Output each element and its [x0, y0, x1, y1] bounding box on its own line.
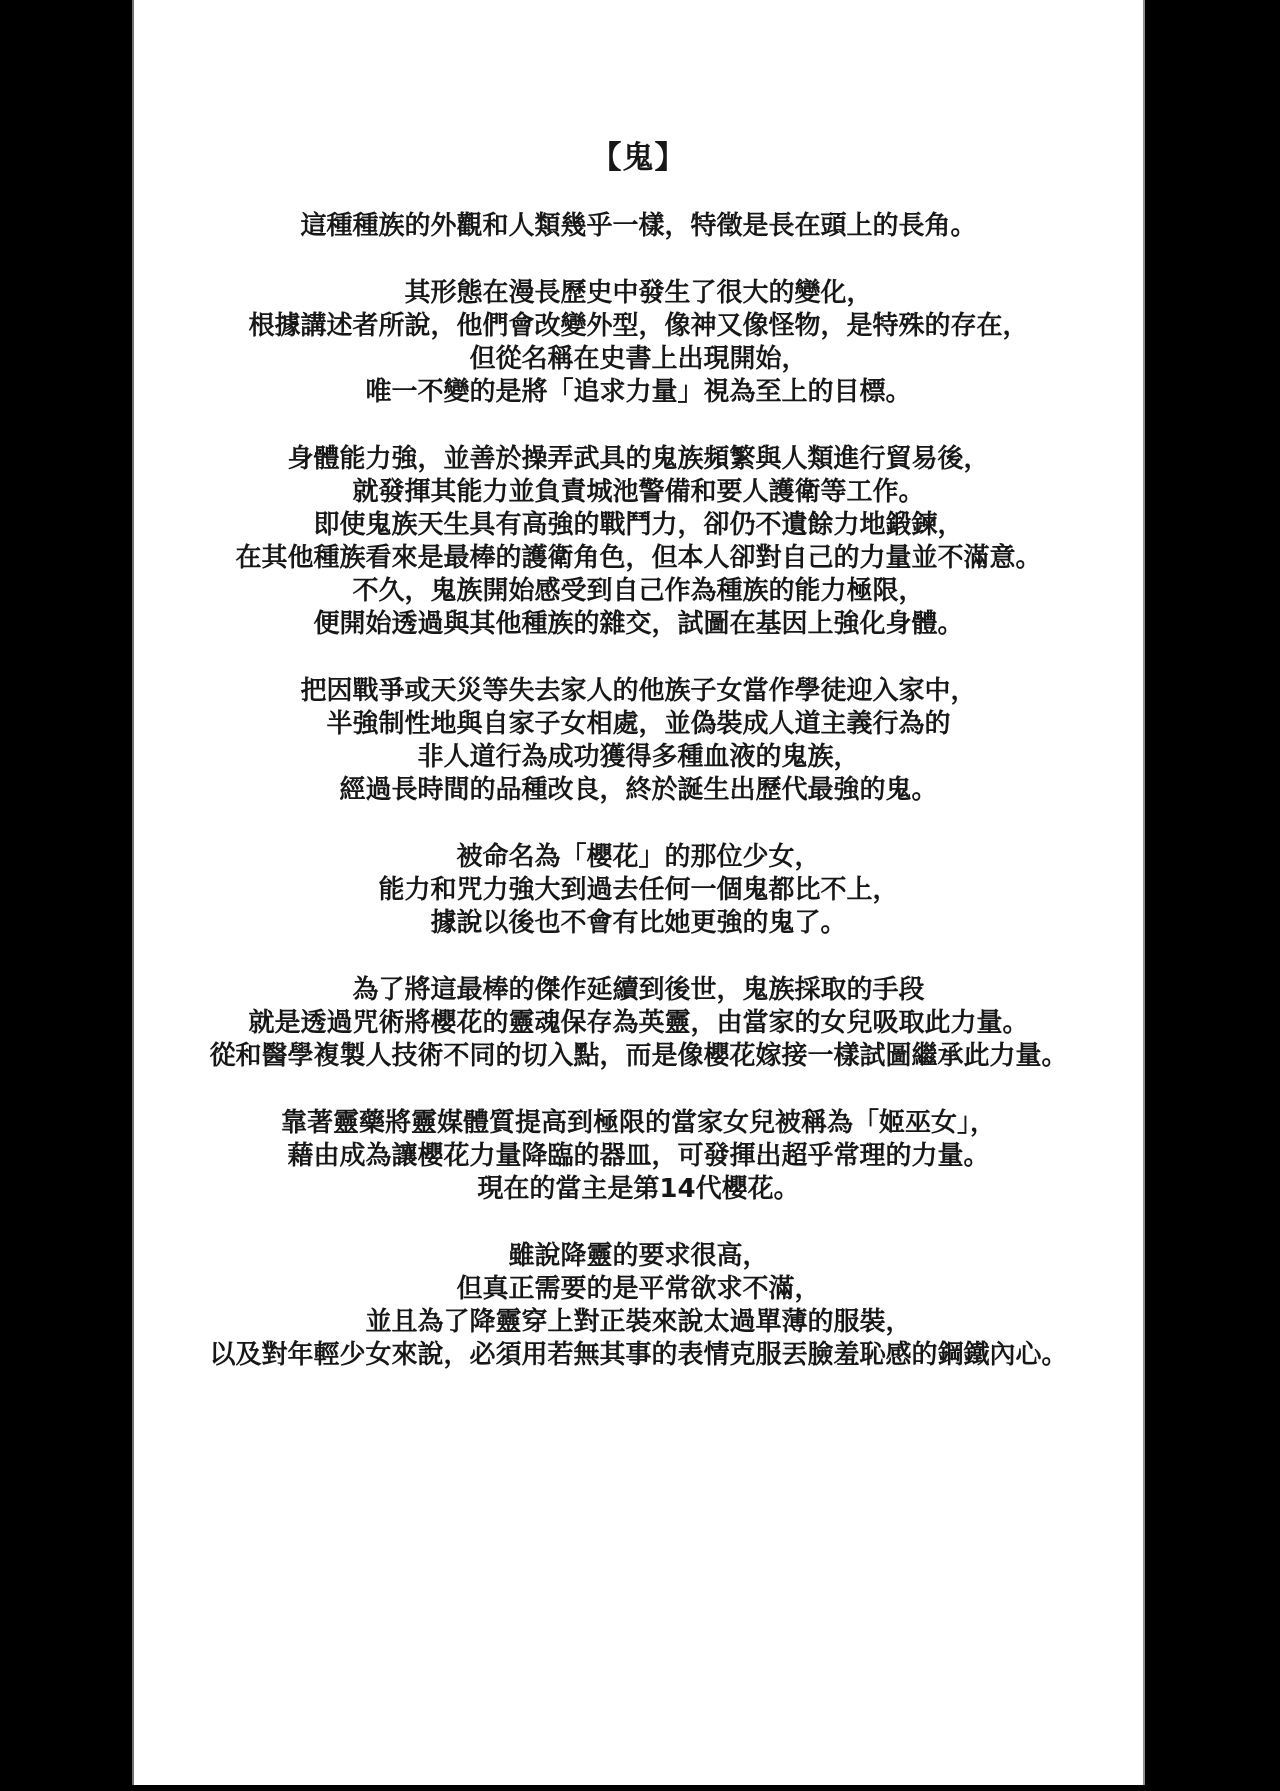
text-line: 即使鬼族天生具有高強的戰鬥力，卻仍不遺餘力地鍛鍊，	[313, 510, 964, 540]
bottom-black-edge	[0, 1785, 1280, 1791]
paragraph	[134, 974, 1143, 1073]
text-line: 能力和咒力強大到過去任何一個鬼都比不上，	[378, 875, 899, 905]
text-line: 根據講述者所說，他們會改變外型，像神又像怪物，是特殊的存在，	[248, 311, 1029, 341]
text-line: 經過長時間的品種改良，終於誕生出歷代最強的鬼。	[339, 775, 938, 805]
paragraph	[134, 1107, 1143, 1206]
text-line: 雖說降靈的要求很高，	[508, 1241, 769, 1271]
text-line: 這種種族的外觀和人類幾乎一樣，特徵是長在頭上的長角。	[300, 211, 977, 241]
text-line: 在其他種族看來是最棒的護衛角色，但本人卻對自己的力量並不滿意。	[235, 543, 1042, 573]
text-line: 就是透過咒術將櫻花的靈魂保存為英靈，由當家的女兒吸取此力量。	[248, 1008, 1029, 1038]
text-line: 從和醫學複製人技術不同的切入點，而是像櫻花嫁接一樣試圖繼承此力量。	[209, 1041, 1068, 1071]
document-page	[132, 0, 1145, 1785]
text-line: 身體能力強，並善於操弄武具的鬼族頻繁與人類進行貿易後，	[287, 444, 990, 474]
paragraph	[134, 675, 1143, 807]
text-line: 靠著靈藥將靈媒體質提高到極限的當家女兒被稱為「姬巫女」，	[280, 1108, 996, 1138]
text-line: 並且為了降靈穿上對正裝來說太過單薄的服裝，	[365, 1307, 912, 1337]
text-line: 不久，鬼族開始感受到自己作為種族的能力極限，	[352, 576, 925, 606]
text-line: 為了將這最棒的傑作延續到後世，鬼族採取的手段	[352, 975, 925, 1005]
text-line: 現在的當主是第14代櫻花。	[477, 1174, 800, 1204]
paragraph	[134, 443, 1143, 641]
text-line: 便開始透過與其他種族的雜交，試圖在基因上強化身體。	[313, 609, 964, 639]
text-line: 但真正需要的是平常欲求不滿，	[456, 1274, 821, 1304]
text-line: 其形態在漫長歷史中發生了很大的變化，	[404, 278, 873, 308]
text-line: 據說以後也不會有比她更強的鬼了。	[430, 908, 847, 938]
page-title: 【鬼】	[590, 140, 687, 176]
text-line: 被命名為「櫻花」的那位少女，	[456, 842, 821, 872]
text-line: 藉由成為讓櫻花力量降臨的器皿，可發揮出超乎常理的力量。	[287, 1141, 990, 1171]
paragraph	[134, 841, 1143, 940]
text-line: 但從名稱在史書上出現開始，	[469, 344, 808, 374]
text-line: 唯一不變的是將「追求力量」視為至上的目標。	[365, 377, 912, 407]
text-line: 把因戰爭或天災等失去家人的他族子女當作學徒迎入家中，	[300, 676, 977, 706]
page-content	[134, 0, 1143, 1372]
text-line: 半強制性地與自家子女相處，並偽裝成人道主義行為的	[326, 709, 951, 739]
text-line: 就發揮其能力並負責城池警備和要人護衛等工作。	[352, 477, 925, 507]
paragraph	[134, 1240, 1143, 1372]
paragraph	[134, 210, 1143, 243]
text-line: 以及對年輕少女來說，必須用若無其事的表情克服丟臉羞恥感的鋼鐵內心。	[209, 1340, 1068, 1370]
text-body	[134, 210, 1143, 1372]
paragraph	[134, 277, 1143, 409]
text-line: 非人道行為成功獲得多種血液的鬼族，	[417, 742, 860, 772]
